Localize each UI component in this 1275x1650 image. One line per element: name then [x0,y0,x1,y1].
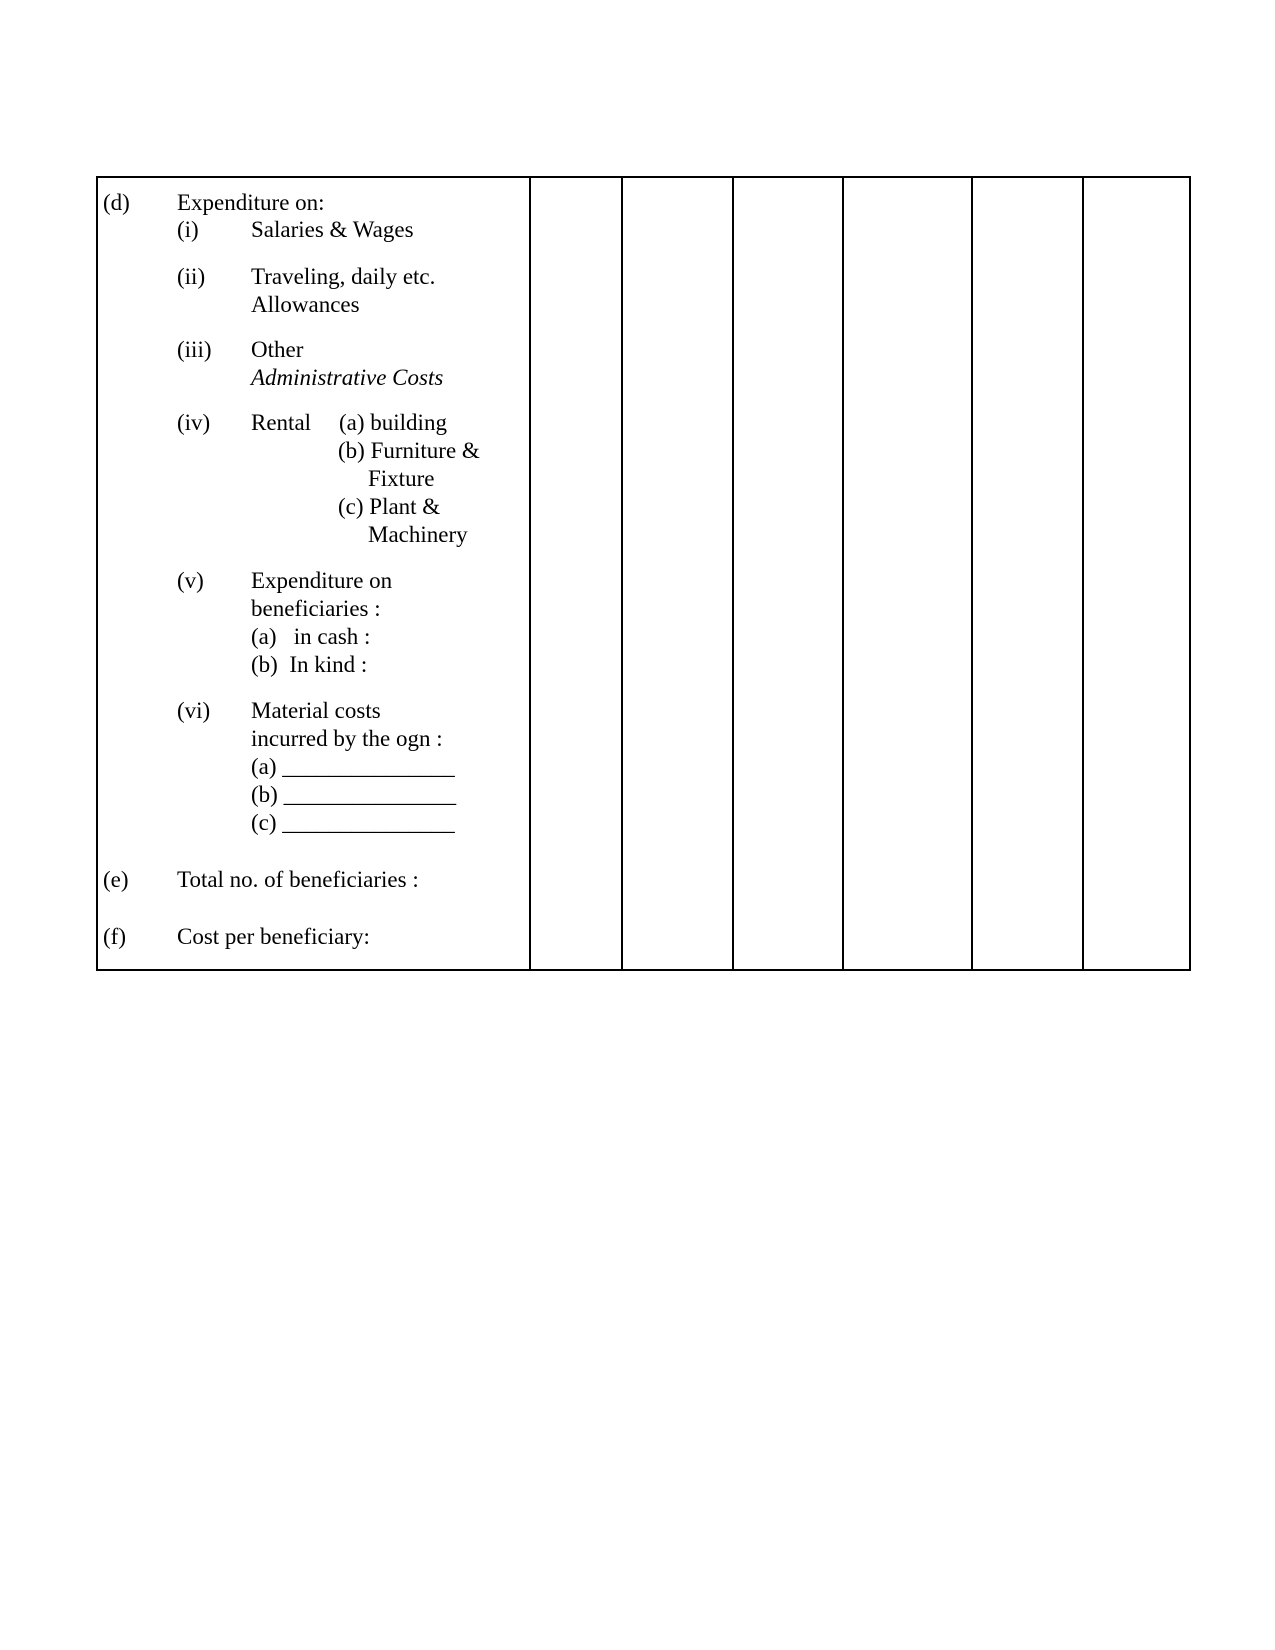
subitem-option: (a) building [339,410,447,435]
item-label-d: (d) [103,190,130,215]
blank-line: (a) _______________ [251,754,455,779]
item-text-f: Cost per beneficiary: [177,924,370,949]
subitem-number: (v) [177,568,204,593]
subitem-option: (b) Furniture & [338,438,480,463]
subitem-text: Traveling, daily etc. [251,264,436,289]
column-divider [732,176,734,971]
subitem-text: Salaries & Wages [251,217,414,242]
subitem-number: (i) [177,217,199,242]
blank-line: (c) _______________ [251,810,455,835]
column-divider [842,176,844,971]
subitem-text: beneficiaries : [251,596,381,621]
blank-line: (b) _______________ [251,782,457,807]
subitem-number: (iv) [177,410,211,435]
subitem-text: incurred by the ogn : [251,726,443,751]
subitem-option: (b) In kind : [251,652,368,677]
subitem-option: Fixture [368,466,435,491]
column-divider [529,176,531,971]
subitem-option: (a) in cash : [251,624,371,649]
subitem-number: (iii) [177,337,212,362]
item-label-e: (e) [103,867,129,892]
item-label-f: (f) [103,924,126,949]
item-text-e: Total no. of beneficiaries : [177,867,419,892]
subitem-number: (vi) [177,698,211,723]
subitem-text: Material costs [251,698,381,723]
subitem-text: Administrative Costs [251,365,444,390]
item-title-d: Expenditure on: [177,190,325,215]
subitem-text: Allowances [251,292,360,317]
subitem-text: Rental [251,410,312,435]
subitem-option: (c) Plant & [338,494,441,519]
column-divider [1082,176,1084,971]
column-divider [971,176,973,971]
subitem-text: Other [251,337,304,362]
column-divider [621,176,623,971]
subitem-option: Machinery [368,522,468,547]
subitem-number: (ii) [177,264,206,289]
subitem-text: Expenditure on [251,568,393,593]
